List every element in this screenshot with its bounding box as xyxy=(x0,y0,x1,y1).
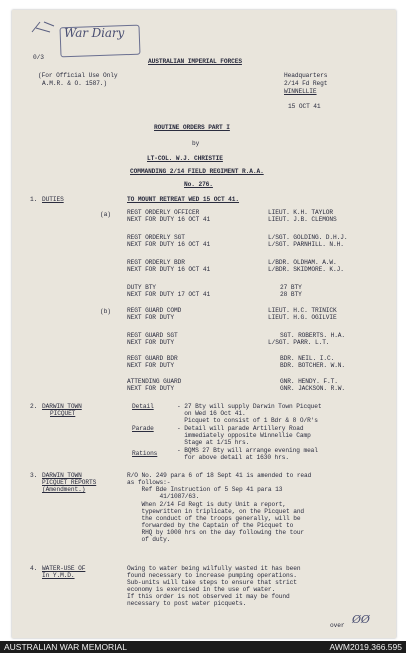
duty-row-label: NEXT FOR DUTY 16 OCT 41 xyxy=(127,266,211,273)
duty-row-label: REGT GUARD COMD xyxy=(127,307,182,314)
section4-text: Owing to water being wilfully wasted it has been xyxy=(127,565,301,572)
duty-row-label: ATTENDING GUARD xyxy=(127,378,182,385)
corner-text: over xyxy=(330,622,345,629)
section4-text: If this order is not observed it may be found xyxy=(127,593,290,600)
handwritten-scribble xyxy=(30,18,60,38)
section4-heading: WATER-USE OF xyxy=(42,565,86,572)
handwritten-corner: ØØ xyxy=(352,613,370,626)
section3-heading: (Amendment.) xyxy=(42,486,86,493)
duty-row-name: GNR. HENDY. F.T. xyxy=(280,378,338,385)
duty-row-name: 28 BTY xyxy=(280,291,302,298)
duty-row-name: L/SGT. PARR. L.T. xyxy=(268,339,330,346)
part-b-label: (b) xyxy=(100,308,111,315)
duty-row-label: NEXT FOR DUTY xyxy=(127,385,174,392)
section3-text: R/O No. 249 para 6 of 18 Sept 41 is amended to read xyxy=(127,472,312,479)
duty-row-name: BDR. BOTCHER. W.N. xyxy=(280,362,346,369)
duty-row-label: REGT GUARD BDR xyxy=(127,355,178,362)
part-a-label: (a) xyxy=(100,211,111,218)
order-title: ROUTINE ORDERS PART I xyxy=(154,124,230,131)
duty-row-name: L/SGT. PARNHILL. N.H. xyxy=(268,241,344,248)
duty-row-name: SGT. ROBERTS. H.A. xyxy=(280,332,346,339)
org-title: AUSTRALIAN IMPERIAL FORCES xyxy=(148,58,242,65)
detail-text: Picquet to consist of 1 Bdr & 8 O/R's xyxy=(177,417,318,424)
section3-text: 41/1087/63. xyxy=(127,493,200,500)
section4-text: Sub-units will take steps to ensure that strict xyxy=(127,579,297,586)
handwritten-box xyxy=(60,25,141,58)
duty-row-name: L/BDR. SKIDMORE. K.J. xyxy=(268,266,344,273)
section4-text: necessary to post water picquets. xyxy=(127,600,247,607)
section3-text: forwarded by the Captain of the Picquet to xyxy=(127,522,294,529)
order-number: No. 276. xyxy=(184,181,213,188)
section1-number: 1. xyxy=(30,196,38,203)
detail-text: - 27 Bty will supply Darwin Town Picquet xyxy=(177,403,322,410)
duty-row-label: NEXT FOR DUTY 16 OCT 41 xyxy=(127,241,211,248)
duty-row-name: LIEUT. H.C. TRINICK xyxy=(268,307,337,314)
section2-number: 2. xyxy=(30,403,38,410)
section4-text: found necessary to increase pumping operations. xyxy=(127,572,297,579)
detail-label: Detail xyxy=(132,403,154,410)
duty-row-name: L/BDR. OLDHAM. A.W. xyxy=(268,259,337,266)
duty-row-label: NEXT FOR DUTY 16 OCT 41 xyxy=(127,216,211,223)
duty-row-name: BDR. NEIL. I.C. xyxy=(280,355,335,362)
order-date: 15 OCT 41 xyxy=(288,103,321,110)
hq-line2: 2/14 Fd Regt xyxy=(284,80,328,87)
section3-heading: PICQUET REPORTS xyxy=(42,479,97,486)
section2-heading: PICQUET xyxy=(50,410,76,417)
rations-label: Rations xyxy=(132,450,158,457)
section1-subheading: TO MOUNT RETREAT WED 15 OCT 41. xyxy=(127,196,240,203)
official-use-line2: A.M.R. & O. 1587.) xyxy=(42,80,108,87)
duty-row-label: REGT ORDERLY OFFICER xyxy=(127,209,200,216)
section1-heading: DUTIES xyxy=(42,196,64,203)
section3-heading: DARWIN TOWN xyxy=(42,472,82,479)
section3-number: 3. xyxy=(30,472,38,479)
section3-text: When 2/14 Fd Regt is duty Unit a report, xyxy=(127,501,286,508)
duty-row-label: DUTY BTY xyxy=(127,284,156,291)
section3-text: of duty. xyxy=(127,536,171,543)
commander-name: LT-COL. W.J. CHRISTIE xyxy=(147,155,223,162)
duty-row-name: LIEUT. K.H. TAYLOR xyxy=(268,209,334,216)
parade-text: Stage at 1/15 hrs. xyxy=(177,439,250,446)
document-page xyxy=(12,10,396,638)
rations-text: for above detail at 1630 hrs. xyxy=(177,454,290,461)
duty-row-label: NEXT FOR DUTY 17 OCT 41 xyxy=(127,291,211,298)
duty-row-name: GNR. JACKSON. R.W. xyxy=(280,385,346,392)
handwritten-note: War Diary xyxy=(64,26,125,40)
section4-heading: In Y.M.D. xyxy=(42,572,75,579)
duty-row-name: LIEUT. H.G. OGILVIE xyxy=(268,314,337,321)
section4-text: economy is exercised in the use of water. xyxy=(127,586,276,593)
duty-row-label: NEXT FOR DUTY xyxy=(127,314,174,321)
duty-row-label: REGT GUARD SGT xyxy=(127,332,178,339)
duty-row-name: LIEUT. J.B. CLEMONS xyxy=(268,216,337,223)
rations-text: - BQMS 27 Bty will arrange evening meal xyxy=(177,447,318,454)
footer-source: AUSTRALIAN WAR MEMORIAL xyxy=(4,642,127,652)
section3-text: RHQ by 1000 hrs on the day following the tour xyxy=(127,529,305,536)
duty-row-name: L/SGT. GOLDING. D.H.J. xyxy=(268,234,348,241)
parade-label: Parade xyxy=(132,425,154,432)
order-by: by xyxy=(192,140,200,147)
command-line: COMMANDING 2/14 FIELD REGIMENT R.A.A. xyxy=(130,168,264,175)
duty-row-name: 27 BTY xyxy=(280,284,302,291)
footer-accession: AWM2019.366.595 xyxy=(329,642,402,652)
parade-text: immediately opposite Winnellie Camp xyxy=(177,432,311,439)
section3-text: as follows:- xyxy=(127,479,171,486)
section3-text: the conduct of the troops generally, will be xyxy=(127,515,301,522)
footer-bar xyxy=(0,641,406,653)
section3-text: typewritten in triplicate, on the Picquet and xyxy=(127,508,305,515)
parade-text: - Detail will parade Artillery Road xyxy=(177,425,304,432)
duty-row-label: NEXT FOR DUTY xyxy=(127,362,174,369)
ref-number: 0/3 xyxy=(33,54,44,61)
duty-row-label: REGT ORDERLY SGT xyxy=(127,234,185,241)
hq-line1: Headquarters xyxy=(284,72,328,79)
duty-row-label: REGT ORDERLY BDR xyxy=(127,259,185,266)
section4-number: 4. xyxy=(30,565,38,572)
official-use-line1: (For Official Use Only xyxy=(38,72,118,79)
detail-text: on Wed 16 Oct 41. xyxy=(177,410,246,417)
duty-row-label: NEXT FOR DUTY xyxy=(127,339,174,346)
hq-line3: WINNELLIE xyxy=(284,88,317,95)
section3-text: Ref Bde Instruction of 5 Sep 41 para 13 xyxy=(127,486,283,493)
section2-heading: DARWIN TOWN xyxy=(42,403,82,410)
